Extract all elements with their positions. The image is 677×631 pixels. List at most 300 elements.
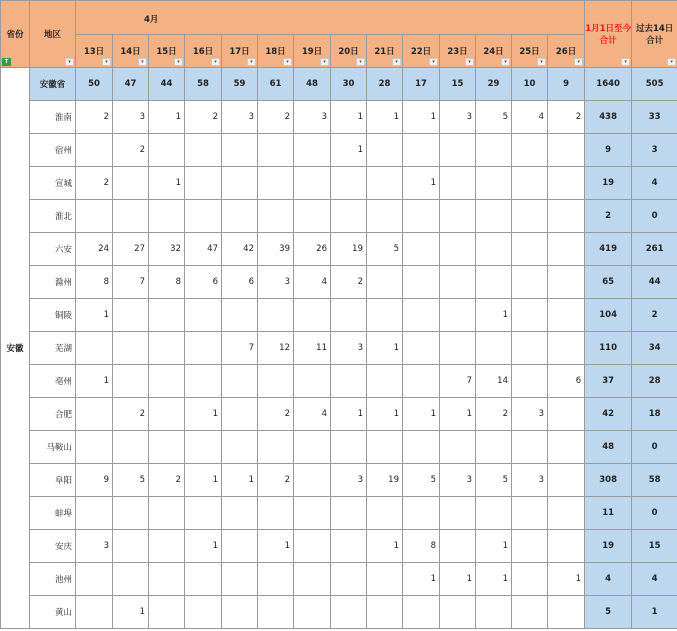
header-day[interactable] <box>149 35 185 68</box>
dropdown-arrow-icon[interactable]: ▾ <box>138 58 147 66</box>
day-cell[interactable] <box>403 233 440 266</box>
day-cell[interactable] <box>331 497 367 530</box>
summary-day-cell[interactable]: 17 <box>403 68 440 101</box>
day-cell[interactable]: 3 <box>76 530 113 563</box>
header-region[interactable]: 地区 ▾ <box>30 1 76 68</box>
day-cell[interactable]: 6 <box>185 266 222 299</box>
day-cell[interactable]: 2 <box>258 398 294 431</box>
day-cell[interactable] <box>548 398 585 431</box>
day-cell[interactable] <box>440 167 476 200</box>
header-day[interactable] <box>294 35 331 68</box>
day-cell[interactable] <box>403 332 440 365</box>
day-cell[interactable]: 3 <box>440 101 476 134</box>
day-cell[interactable] <box>76 134 113 167</box>
day-cell[interactable]: 2 <box>548 101 585 134</box>
day-cell[interactable]: 1 <box>476 563 512 596</box>
summary-day-cell[interactable]: 59 <box>222 68 258 101</box>
day-cell[interactable] <box>113 530 149 563</box>
header-day[interactable] <box>512 35 548 68</box>
day-cell[interactable] <box>149 530 185 563</box>
day-cell[interactable]: 1 <box>185 398 222 431</box>
day-cell[interactable] <box>113 563 149 596</box>
city-cell[interactable]: 铜陵 <box>30 299 76 332</box>
day-cell[interactable]: 2 <box>331 266 367 299</box>
day-cell[interactable]: 3 <box>440 464 476 497</box>
total-14d-cell[interactable]: 4 <box>632 167 677 200</box>
day-cell[interactable]: 1 <box>367 398 403 431</box>
city-cell[interactable]: 宿州 <box>30 134 76 167</box>
header-day[interactable] <box>331 35 367 68</box>
day-cell[interactable]: 39 <box>258 233 294 266</box>
day-cell[interactable] <box>331 365 367 398</box>
day-cell[interactable]: 8 <box>76 266 113 299</box>
day-cell[interactable]: 1 <box>403 398 440 431</box>
total-since-cell[interactable]: 2 <box>585 200 632 233</box>
summary-total-since[interactable]: 1640 <box>585 68 632 101</box>
day-cell[interactable] <box>548 431 585 464</box>
city-cell[interactable]: 蚌埠 <box>30 497 76 530</box>
day-cell[interactable] <box>294 200 331 233</box>
day-cell[interactable] <box>258 134 294 167</box>
city-cell[interactable]: 池州 <box>30 563 76 596</box>
day-cell[interactable]: 42 <box>222 233 258 266</box>
city-cell[interactable]: 马鞍山 <box>30 431 76 464</box>
day-cell[interactable]: 2 <box>149 464 185 497</box>
day-cell[interactable] <box>548 233 585 266</box>
day-cell[interactable] <box>76 200 113 233</box>
day-cell[interactable] <box>294 365 331 398</box>
summary-day-cell[interactable]: 9 <box>548 68 585 101</box>
day-cell[interactable] <box>185 365 222 398</box>
total-since-cell[interactable]: 9 <box>585 134 632 167</box>
summary-day-cell[interactable]: 29 <box>476 68 512 101</box>
day-cell[interactable] <box>149 299 185 332</box>
day-cell[interactable] <box>113 431 149 464</box>
day-cell[interactable] <box>331 299 367 332</box>
dropdown-arrow-icon[interactable]: ▾ <box>65 58 74 66</box>
summary-day-cell[interactable]: 10 <box>512 68 548 101</box>
city-cell[interactable]: 宣城 <box>30 167 76 200</box>
day-cell[interactable] <box>222 299 258 332</box>
day-cell[interactable]: 1 <box>331 134 367 167</box>
day-cell[interactable]: 1 <box>440 563 476 596</box>
day-cell[interactable]: 7 <box>113 266 149 299</box>
day-cell[interactable]: 7 <box>440 365 476 398</box>
day-cell[interactable]: 3 <box>331 332 367 365</box>
city-cell[interactable]: 淮南 <box>30 101 76 134</box>
dropdown-arrow-icon[interactable]: ▾ <box>392 58 401 66</box>
city-cell[interactable]: 亳州 <box>30 365 76 398</box>
dropdown-arrow-icon[interactable]: ▾ <box>574 58 583 66</box>
total-since-cell[interactable]: 308 <box>585 464 632 497</box>
day-cell[interactable] <box>548 332 585 365</box>
province-cell[interactable]: 安徽 <box>1 68 30 629</box>
day-cell[interactable] <box>222 596 258 629</box>
dropdown-arrow-icon[interactable]: ▾ <box>356 58 365 66</box>
day-cell[interactable]: 2 <box>258 101 294 134</box>
day-cell[interactable] <box>403 431 440 464</box>
dropdown-arrow-icon[interactable]: ▾ <box>621 58 630 66</box>
day-cell[interactable] <box>222 398 258 431</box>
day-cell[interactable] <box>512 365 548 398</box>
day-cell[interactable] <box>294 464 331 497</box>
total-since-cell[interactable]: 48 <box>585 431 632 464</box>
day-cell[interactable] <box>440 233 476 266</box>
day-cell[interactable]: 27 <box>113 233 149 266</box>
day-cell[interactable] <box>512 266 548 299</box>
day-cell[interactable] <box>76 431 113 464</box>
summary-day-cell[interactable]: 50 <box>76 68 113 101</box>
header-day[interactable] <box>113 35 149 68</box>
day-cell[interactable] <box>512 596 548 629</box>
city-cell[interactable]: 阜阳 <box>30 464 76 497</box>
day-cell[interactable] <box>476 134 512 167</box>
header-total-since[interactable]: 1月1日至今合计 ▾ <box>585 1 632 68</box>
day-cell[interactable]: 1 <box>440 398 476 431</box>
day-cell[interactable] <box>258 563 294 596</box>
day-cell[interactable] <box>367 299 403 332</box>
city-cell[interactable]: 合肥 <box>30 398 76 431</box>
day-cell[interactable] <box>76 563 113 596</box>
dropdown-arrow-icon[interactable]: ▾ <box>211 58 220 66</box>
day-cell[interactable] <box>294 167 331 200</box>
day-cell[interactable] <box>548 167 585 200</box>
day-cell[interactable] <box>149 332 185 365</box>
day-cell[interactable] <box>149 563 185 596</box>
summary-day-cell[interactable]: 48 <box>294 68 331 101</box>
day-cell[interactable] <box>476 596 512 629</box>
day-cell[interactable] <box>476 200 512 233</box>
day-cell[interactable] <box>331 596 367 629</box>
dropdown-arrow-icon[interactable]: ▾ <box>174 58 183 66</box>
day-cell[interactable]: 1 <box>76 299 113 332</box>
day-cell[interactable] <box>512 200 548 233</box>
day-cell[interactable] <box>294 431 331 464</box>
day-cell[interactable] <box>76 596 113 629</box>
total-since-cell[interactable]: 110 <box>585 332 632 365</box>
day-cell[interactable] <box>403 365 440 398</box>
day-cell[interactable] <box>331 431 367 464</box>
total-14d-cell[interactable]: 34 <box>632 332 677 365</box>
day-cell[interactable]: 1 <box>476 530 512 563</box>
day-cell[interactable] <box>331 563 367 596</box>
day-cell[interactable]: 1 <box>149 101 185 134</box>
city-cell[interactable]: 淮北 <box>30 200 76 233</box>
dropdown-arrow-icon[interactable]: ▾ <box>320 58 329 66</box>
day-cell[interactable]: 1 <box>113 596 149 629</box>
total-since-cell[interactable]: 419 <box>585 233 632 266</box>
day-cell[interactable]: 2 <box>76 101 113 134</box>
day-cell[interactable] <box>294 596 331 629</box>
day-cell[interactable] <box>440 497 476 530</box>
day-cell[interactable]: 1 <box>367 332 403 365</box>
day-cell[interactable] <box>258 200 294 233</box>
day-cell[interactable] <box>403 266 440 299</box>
day-cell[interactable]: 4 <box>294 398 331 431</box>
day-cell[interactable] <box>258 167 294 200</box>
day-cell[interactable] <box>367 596 403 629</box>
day-cell[interactable]: 12 <box>258 332 294 365</box>
day-cell[interactable] <box>76 497 113 530</box>
summary-label[interactable]: 安徽省 <box>30 68 76 101</box>
day-cell[interactable]: 11 <box>294 332 331 365</box>
day-cell[interactable] <box>548 596 585 629</box>
day-cell[interactable] <box>476 431 512 464</box>
total-since-cell[interactable]: 11 <box>585 497 632 530</box>
total-14d-cell[interactable]: 0 <box>632 200 677 233</box>
day-cell[interactable] <box>149 200 185 233</box>
day-cell[interactable] <box>367 200 403 233</box>
day-cell[interactable]: 1 <box>476 299 512 332</box>
day-cell[interactable]: 19 <box>367 464 403 497</box>
day-cell[interactable] <box>149 497 185 530</box>
day-cell[interactable] <box>113 365 149 398</box>
day-cell[interactable] <box>149 365 185 398</box>
total-14d-cell[interactable]: 0 <box>632 431 677 464</box>
day-cell[interactable]: 2 <box>258 464 294 497</box>
day-cell[interactable]: 9 <box>76 464 113 497</box>
day-cell[interactable] <box>222 431 258 464</box>
day-cell[interactable] <box>222 365 258 398</box>
total-since-cell[interactable]: 5 <box>585 596 632 629</box>
total-since-cell[interactable]: 19 <box>585 167 632 200</box>
day-cell[interactable] <box>149 134 185 167</box>
day-cell[interactable] <box>258 365 294 398</box>
total-14d-cell[interactable]: 15 <box>632 530 677 563</box>
day-cell[interactable] <box>149 398 185 431</box>
day-cell[interactable]: 1 <box>403 101 440 134</box>
total-since-cell[interactable]: 65 <box>585 266 632 299</box>
day-cell[interactable] <box>222 530 258 563</box>
day-cell[interactable] <box>222 563 258 596</box>
total-14d-cell[interactable]: 18 <box>632 398 677 431</box>
day-cell[interactable] <box>440 431 476 464</box>
day-cell[interactable] <box>476 497 512 530</box>
day-cell[interactable] <box>185 332 222 365</box>
day-cell[interactable] <box>512 167 548 200</box>
day-cell[interactable] <box>476 233 512 266</box>
total-14d-cell[interactable]: 33 <box>632 101 677 134</box>
day-cell[interactable] <box>294 530 331 563</box>
city-cell[interactable]: 滁州 <box>30 266 76 299</box>
day-cell[interactable]: 3 <box>512 398 548 431</box>
day-cell[interactable] <box>185 167 222 200</box>
header-day[interactable] <box>258 35 294 68</box>
total-since-cell[interactable]: 19 <box>585 530 632 563</box>
total-since-cell[interactable]: 37 <box>585 365 632 398</box>
total-since-cell[interactable]: 104 <box>585 299 632 332</box>
day-cell[interactable] <box>185 563 222 596</box>
day-cell[interactable] <box>476 266 512 299</box>
day-cell[interactable] <box>403 299 440 332</box>
day-cell[interactable] <box>512 134 548 167</box>
day-cell[interactable] <box>476 332 512 365</box>
header-total-14d[interactable]: 过去14日合计 ▾ <box>632 1 677 68</box>
day-cell[interactable] <box>367 497 403 530</box>
day-cell[interactable] <box>403 200 440 233</box>
day-cell[interactable] <box>258 497 294 530</box>
day-cell[interactable]: 1 <box>331 101 367 134</box>
day-cell[interactable] <box>331 167 367 200</box>
day-cell[interactable] <box>258 299 294 332</box>
dropdown-arrow-icon[interactable]: ▾ <box>247 58 256 66</box>
day-cell[interactable]: 3 <box>113 101 149 134</box>
day-cell[interactable] <box>185 596 222 629</box>
total-14d-cell[interactable]: 28 <box>632 365 677 398</box>
day-cell[interactable] <box>548 200 585 233</box>
day-cell[interactable] <box>512 563 548 596</box>
day-cell[interactable] <box>331 200 367 233</box>
day-cell[interactable]: 1 <box>548 563 585 596</box>
day-cell[interactable] <box>440 530 476 563</box>
day-cell[interactable] <box>367 266 403 299</box>
day-cell[interactable]: 5 <box>113 464 149 497</box>
day-cell[interactable]: 19 <box>331 233 367 266</box>
day-cell[interactable] <box>476 167 512 200</box>
header-day[interactable] <box>440 35 476 68</box>
header-day[interactable] <box>476 35 512 68</box>
day-cell[interactable]: 5 <box>476 101 512 134</box>
header-day[interactable] <box>185 35 222 68</box>
summary-total-14d[interactable]: 505 <box>632 68 677 101</box>
total-14d-cell[interactable]: 4 <box>632 563 677 596</box>
day-cell[interactable] <box>294 497 331 530</box>
day-cell[interactable] <box>258 596 294 629</box>
city-cell[interactable]: 安庆 <box>30 530 76 563</box>
day-cell[interactable] <box>113 299 149 332</box>
day-cell[interactable] <box>76 398 113 431</box>
day-cell[interactable] <box>367 563 403 596</box>
day-cell[interactable]: 3 <box>258 266 294 299</box>
day-cell[interactable] <box>185 134 222 167</box>
total-since-cell[interactable]: 42 <box>585 398 632 431</box>
total-14d-cell[interactable]: 3 <box>632 134 677 167</box>
day-cell[interactable] <box>548 299 585 332</box>
day-cell[interactable] <box>258 431 294 464</box>
total-14d-cell[interactable]: 0 <box>632 497 677 530</box>
summary-day-cell[interactable]: 58 <box>185 68 222 101</box>
dropdown-arrow-icon[interactable]: ▾ <box>429 58 438 66</box>
day-cell[interactable] <box>113 332 149 365</box>
day-cell[interactable]: 47 <box>185 233 222 266</box>
day-cell[interactable] <box>403 497 440 530</box>
day-cell[interactable]: 2 <box>113 134 149 167</box>
summary-day-cell[interactable]: 15 <box>440 68 476 101</box>
total-since-cell[interactable]: 4 <box>585 563 632 596</box>
day-cell[interactable] <box>113 200 149 233</box>
dropdown-arrow-icon[interactable]: ▾ <box>283 58 292 66</box>
day-cell[interactable] <box>149 431 185 464</box>
day-cell[interactable] <box>512 332 548 365</box>
day-cell[interactable] <box>403 596 440 629</box>
day-cell[interactable] <box>222 497 258 530</box>
day-cell[interactable] <box>294 299 331 332</box>
day-cell[interactable] <box>294 563 331 596</box>
day-cell[interactable] <box>185 497 222 530</box>
day-cell[interactable]: 2 <box>185 101 222 134</box>
day-cell[interactable] <box>113 497 149 530</box>
total-14d-cell[interactable]: 58 <box>632 464 677 497</box>
day-cell[interactable] <box>440 266 476 299</box>
day-cell[interactable]: 6 <box>548 365 585 398</box>
dropdown-arrow-icon[interactable]: ▾ <box>465 58 474 66</box>
day-cell[interactable]: 3 <box>512 464 548 497</box>
header-day[interactable] <box>403 35 440 68</box>
day-cell[interactable]: 1 <box>185 464 222 497</box>
summary-day-cell[interactable]: 61 <box>258 68 294 101</box>
day-cell[interactable] <box>548 497 585 530</box>
day-cell[interactable]: 4 <box>294 266 331 299</box>
day-cell[interactable]: 8 <box>149 266 185 299</box>
day-cell[interactable]: 7 <box>222 332 258 365</box>
city-cell[interactable]: 芜湖 <box>30 332 76 365</box>
day-cell[interactable]: 1 <box>258 530 294 563</box>
day-cell[interactable] <box>294 134 331 167</box>
day-cell[interactable] <box>113 167 149 200</box>
header-day[interactable] <box>367 35 403 68</box>
total-since-cell[interactable]: 438 <box>585 101 632 134</box>
day-cell[interactable] <box>331 530 367 563</box>
day-cell[interactable]: 3 <box>222 101 258 134</box>
day-cell[interactable]: 2 <box>476 398 512 431</box>
day-cell[interactable] <box>548 464 585 497</box>
day-cell[interactable]: 1 <box>76 365 113 398</box>
day-cell[interactable] <box>440 332 476 365</box>
day-cell[interactable]: 1 <box>367 101 403 134</box>
city-cell[interactable]: 黄山 <box>30 596 76 629</box>
day-cell[interactable] <box>185 200 222 233</box>
total-14d-cell[interactable]: 2 <box>632 299 677 332</box>
header-province[interactable]: 省份 T <box>1 1 30 68</box>
day-cell[interactable] <box>149 596 185 629</box>
day-cell[interactable] <box>403 134 440 167</box>
day-cell[interactable] <box>512 431 548 464</box>
day-cell[interactable]: 1 <box>331 398 367 431</box>
day-cell[interactable] <box>367 365 403 398</box>
day-cell[interactable] <box>222 167 258 200</box>
summary-day-cell[interactable]: 30 <box>331 68 367 101</box>
day-cell[interactable] <box>222 200 258 233</box>
header-day[interactable] <box>222 35 258 68</box>
day-cell[interactable]: 1 <box>149 167 185 200</box>
total-14d-cell[interactable]: 261 <box>632 233 677 266</box>
day-cell[interactable]: 1 <box>185 530 222 563</box>
dropdown-arrow-icon[interactable]: ▾ <box>501 58 510 66</box>
total-14d-cell[interactable]: 1 <box>632 596 677 629</box>
day-cell[interactable] <box>185 299 222 332</box>
dropdown-arrow-icon[interactable]: ▾ <box>102 58 111 66</box>
day-cell[interactable] <box>548 266 585 299</box>
header-day[interactable] <box>548 35 585 68</box>
day-cell[interactable] <box>367 167 403 200</box>
day-cell[interactable]: 32 <box>149 233 185 266</box>
day-cell[interactable]: 26 <box>294 233 331 266</box>
day-cell[interactable] <box>440 134 476 167</box>
day-cell[interactable] <box>512 497 548 530</box>
day-cell[interactable]: 1 <box>367 530 403 563</box>
day-cell[interactable] <box>548 530 585 563</box>
day-cell[interactable]: 3 <box>294 101 331 134</box>
day-cell[interactable]: 6 <box>222 266 258 299</box>
day-cell[interactable]: 5 <box>367 233 403 266</box>
total-14d-cell[interactable]: 44 <box>632 266 677 299</box>
filter-active-icon[interactable]: T <box>2 58 11 66</box>
day-cell[interactable] <box>440 200 476 233</box>
day-cell[interactable] <box>512 233 548 266</box>
summary-day-cell[interactable]: 28 <box>367 68 403 101</box>
day-cell[interactable]: 3 <box>331 464 367 497</box>
day-cell[interactable]: 14 <box>476 365 512 398</box>
